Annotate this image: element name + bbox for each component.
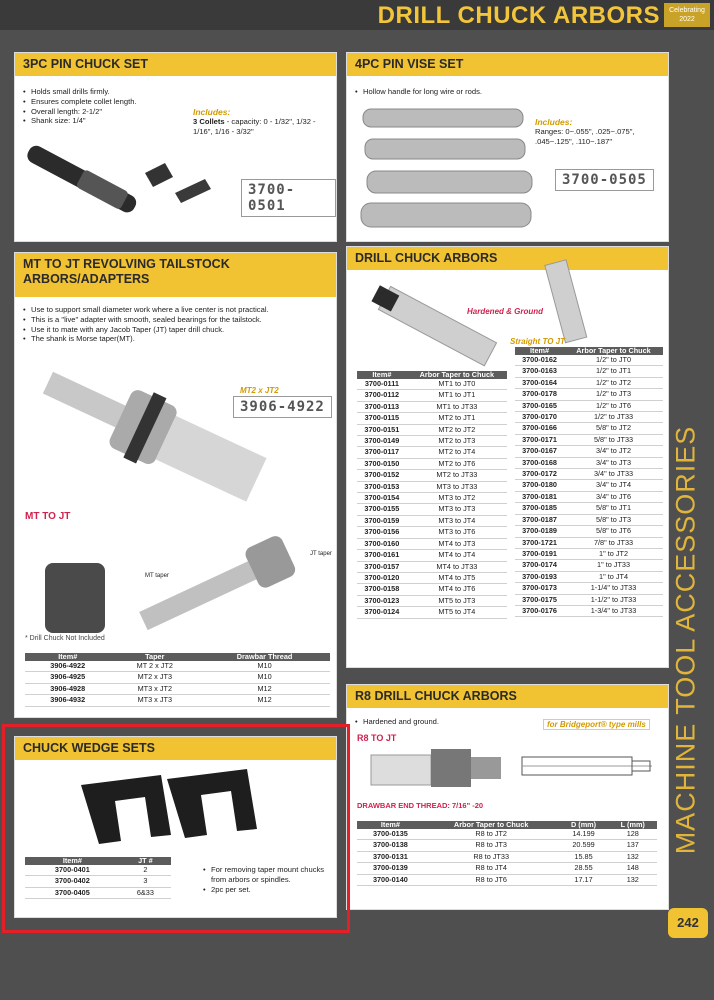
straight-to-jt-label: Straight TO JT: [510, 337, 565, 346]
cell: 3700-0180: [515, 480, 564, 491]
table-row: [515, 377, 663, 388]
straight-arbor-image: [537, 257, 597, 347]
table-row: [357, 527, 507, 538]
cell: R8 to JT2: [424, 829, 559, 840]
cell: 3700-0158: [357, 584, 407, 595]
table-row: [357, 481, 507, 492]
cell: MT2 to JT1: [407, 413, 507, 424]
tailstock-panel: [14, 252, 337, 718]
cell: 3700-0163: [515, 366, 564, 377]
cell: 3906-4922: [25, 661, 110, 672]
table-row: [357, 829, 657, 840]
bullet: • Ensures complete collet length.: [23, 97, 193, 107]
cell: 3700-0181: [515, 491, 564, 502]
pin-vise-bullets: [355, 87, 555, 97]
cell: 3700-0178: [515, 389, 564, 400]
cell: 3/4" to JT6: [564, 491, 663, 502]
cell: 3700-0164: [515, 377, 564, 388]
table-row: [357, 515, 507, 526]
cell: R8 to JT4: [424, 863, 559, 874]
cell: MT4 to JT3: [407, 538, 507, 549]
cell: 15.85: [559, 851, 609, 862]
cell: 20.599: [559, 840, 609, 851]
cell: 5/8" to JT2: [564, 423, 663, 434]
cell: 3700-0161: [357, 550, 407, 561]
cell: 3700-0185: [515, 503, 564, 514]
cell: MT4 to JT33: [407, 561, 507, 572]
col-item: Item#: [515, 347, 564, 355]
cell: M10: [199, 661, 330, 672]
table-row: [357, 436, 507, 447]
cell: 3700-0165: [515, 400, 564, 411]
table-row: [357, 379, 507, 390]
cell: 28.55: [559, 863, 609, 874]
cell: 3700-0112: [357, 390, 407, 401]
table-row: [515, 469, 663, 480]
bullet: • The shank is Morse taper(MT).: [23, 334, 329, 344]
cell: MT3 to JT3: [407, 504, 507, 515]
cell: 3700-0171: [515, 434, 564, 445]
cell: 3700-1721: [515, 537, 564, 548]
jt-taper-label: JT taper: [310, 551, 332, 557]
cell: 1/2" to JT3: [564, 389, 663, 400]
table-row: [515, 412, 663, 423]
table-row: [515, 457, 663, 468]
cell: 3906-4925: [25, 672, 110, 683]
pin-vise-image: [353, 103, 543, 238]
cell: 3700-0156: [357, 527, 407, 538]
cell: 3700-0153: [357, 481, 407, 492]
pin-chuck-part-number: 3700-0501: [241, 179, 336, 217]
wedge-title: CHUCK WEDGE SETS: [15, 737, 336, 760]
cell: MT2 x JT3: [110, 672, 199, 683]
cell: 3700-0138: [357, 840, 424, 851]
cell: 3700-0154: [357, 493, 407, 504]
includes-label: Includes:: [193, 107, 231, 117]
cell: 3700-0124: [357, 607, 407, 618]
table-row: [515, 366, 663, 377]
cell: MT4 to JT4: [407, 550, 507, 561]
arbors-panel: [346, 246, 669, 668]
cell: 1-1/2" to JT33: [564, 594, 663, 605]
table-row: [515, 389, 663, 400]
cell: 3700-0113: [357, 401, 407, 412]
cell: MT1 to JT0: [407, 379, 507, 390]
cell: 3700-0149: [357, 436, 407, 447]
hardened-ground-label: Hardened & Ground: [467, 307, 544, 316]
cell: 17.17: [559, 874, 609, 885]
r8-panel: [346, 684, 669, 910]
r8-table: [357, 821, 657, 886]
cell: 148: [609, 863, 657, 874]
cell: 3: [120, 876, 171, 887]
bullet: • Shank size: 1/4": [23, 116, 193, 126]
cell: 3700-0160: [357, 538, 407, 549]
highlight-box: [2, 724, 350, 933]
cell: 1/2" to JT2: [564, 377, 663, 388]
cell: MT3 x JT3: [110, 695, 199, 706]
cell: 6&33: [120, 887, 171, 898]
table-row: [357, 447, 507, 458]
cell: 3700-0111: [357, 379, 407, 390]
cell: 3906-4932: [25, 695, 110, 706]
cell: 1/2" to JT0: [564, 355, 663, 366]
pin-chuck-panel: [14, 52, 337, 242]
cell: 3700-0172: [515, 469, 564, 480]
table-row: [357, 504, 507, 515]
bullet: • This is a "live" adapter with smooth, sealed bearings for the tailstock.: [23, 315, 329, 325]
table-row: [357, 840, 657, 851]
page-header-title: DRILL CHUCK ARBORS: [377, 2, 660, 29]
cell: MT2 to JT3: [407, 436, 507, 447]
col-taper: Arbor Taper to Chuck: [407, 371, 507, 379]
arbors-left-body: [357, 379, 507, 618]
table-row: [515, 605, 663, 616]
table-row: [357, 851, 657, 862]
cell: 5/8" to JT6: [564, 526, 663, 537]
table-row: [515, 491, 663, 502]
cell: 1/2" to JT1: [564, 366, 663, 377]
arbors-left-table: [357, 371, 507, 619]
r8-bullets: [355, 717, 525, 727]
cell: M12: [199, 695, 330, 706]
table-row: [515, 514, 663, 525]
pin-vise-panel: [346, 52, 669, 242]
table-row: [357, 470, 507, 481]
cell: 3700-0131: [357, 851, 424, 862]
bullet: • Hollow handle for long wire or rods.: [355, 87, 555, 97]
cell: 1" to JT4: [564, 571, 663, 582]
r8-drawing: [512, 735, 662, 795]
cell: 3700-0140: [357, 874, 424, 885]
cell: 3700-0191: [515, 548, 564, 559]
cell: 3700-0117: [357, 447, 407, 458]
tailstock-part-number: 3906-4922: [233, 396, 332, 418]
table-header-row: [515, 347, 663, 355]
arbors-right-body: [515, 355, 663, 617]
cell: 3700-0405: [25, 887, 120, 898]
cell: 3700-0167: [515, 446, 564, 457]
cell: MT3 to JT33: [407, 481, 507, 492]
cell: 1" to JT33: [564, 560, 663, 571]
bullet: • Hardened and ground.: [355, 717, 525, 727]
col-item: Item#: [357, 371, 407, 379]
cell: 3700-0170: [515, 412, 564, 423]
cell: 3700-0150: [357, 458, 407, 469]
table-row: [515, 400, 663, 411]
col-item: Item#: [357, 821, 424, 829]
pin-chuck-title: 3PC PIN CHUCK SET: [15, 53, 336, 76]
cell: 132: [609, 851, 657, 862]
cell: MT4 to JT6: [407, 584, 507, 595]
table-row: [357, 561, 507, 572]
bullet: • 2pc per set.: [203, 885, 328, 895]
tailstock-title: MT TO JT REVOLVING TAILSTOCK ARBORS/ADAPTERS: [15, 253, 336, 297]
cell: 3700-0123: [357, 595, 407, 606]
cell: 3700-0176: [515, 605, 564, 616]
mt-to-jt-label: MT TO JT: [25, 511, 71, 522]
table-row: [25, 661, 330, 672]
cell: MT2 to JT4: [407, 447, 507, 458]
cell: 132: [609, 874, 657, 885]
table-header-row: [357, 821, 657, 829]
table-row: [515, 548, 663, 559]
cell: 3700-0193: [515, 571, 564, 582]
table-row: [357, 401, 507, 412]
table-row: [515, 571, 663, 582]
includes-detail: - capacity: 0 - 1/32", 1/32 - 1/16", 1/16 - 3/32": [193, 117, 316, 136]
cell: R8 to JT6: [424, 874, 559, 885]
cell: 3700-0401: [25, 865, 120, 876]
r8-body: [357, 829, 657, 886]
bridgeport-note: for Bridgeport® type mills: [543, 719, 650, 730]
table-row: [357, 572, 507, 583]
table-row: [515, 503, 663, 514]
table-row: [357, 607, 507, 618]
cell: 1-1/4" to JT33: [564, 583, 663, 594]
col-drawbar: Drawbar Thread: [199, 653, 330, 661]
cell: 128: [609, 829, 657, 840]
page-number: 242: [668, 908, 708, 938]
col-d: D (mm): [559, 821, 609, 829]
cell: 3700-0151: [357, 424, 407, 435]
table-row: [515, 560, 663, 571]
table-row: [25, 683, 330, 694]
r8-arbor-image: [357, 731, 507, 791]
cell: 3700-0135: [357, 829, 424, 840]
cell: MT5 to JT4: [407, 607, 507, 618]
cell: 3700-0187: [515, 514, 564, 525]
bullet: • For removing taper mount chucks from arbors or spindles.: [203, 865, 328, 885]
col-taper: Arbor Taper to Chuck: [424, 821, 559, 829]
table-row: [515, 594, 663, 605]
cell: 3/4" to JT4: [564, 480, 663, 491]
side-label: [666, 380, 706, 900]
cell: 3700-0162: [515, 355, 564, 366]
cell: 3700-0402: [25, 876, 120, 887]
cell: 3700-0155: [357, 504, 407, 515]
cell: MT2 to JT2: [407, 424, 507, 435]
cell: MT3 to JT4: [407, 515, 507, 526]
table-row: [357, 390, 507, 401]
table-row: [515, 537, 663, 548]
cell: 3700-0189: [515, 526, 564, 537]
table-row: [515, 446, 663, 457]
col-item: Item#: [25, 653, 110, 661]
cell: 3700-0175: [515, 594, 564, 605]
cell: MT4 to JT5: [407, 572, 507, 583]
table-row: [25, 672, 330, 683]
cell: 3700-0173: [515, 583, 564, 594]
bullet: • Overall length: 2-1/2": [23, 107, 193, 117]
table-row: [357, 493, 507, 504]
cell: MT1 to JT33: [407, 401, 507, 412]
includes-label: Includes:: [535, 117, 573, 127]
cell: 3/4" to JT33: [564, 469, 663, 480]
table-header-row: [25, 653, 330, 661]
cell: 14.199: [559, 829, 609, 840]
tailstock-bullets: [23, 305, 329, 344]
cell: 3700-0120: [357, 572, 407, 583]
table-row: [515, 434, 663, 445]
cell: M10: [199, 672, 330, 683]
cell: 3/4" to JT2: [564, 446, 663, 457]
cell: MT1 to JT1: [407, 390, 507, 401]
cell: MT2 to JT33: [407, 470, 507, 481]
cell: 1" to JT2: [564, 548, 663, 559]
tailstock-chuck-image: [25, 523, 335, 643]
tailstock-adapter-image: [35, 357, 275, 517]
cell: 1-3/4" to JT33: [564, 605, 663, 616]
r8-to-jt-label: R8 TO JT: [357, 733, 397, 743]
cell: MT2 to JT6: [407, 458, 507, 469]
table-row: [25, 695, 330, 706]
cell: 1/2" to JT33: [564, 412, 663, 423]
table-row: [357, 458, 507, 469]
bullet: • Use it to mate with any Jacob Taper (JT) taper drill chuck.: [23, 325, 329, 335]
includes-text: Ranges: 0~.055", .025~.075", .045~.125", .110~.187": [535, 127, 635, 146]
cell: M12: [199, 683, 330, 694]
pin-chuck-image: [25, 133, 235, 238]
cell: R8 to JT3: [424, 840, 559, 851]
cell: 5/8" to JT1: [564, 503, 663, 514]
cell: MT3 to JT6: [407, 527, 507, 538]
table-row: [357, 413, 507, 424]
col-l: L (mm): [609, 821, 657, 829]
cell: 2: [120, 865, 171, 876]
tailstock-table: [25, 653, 330, 707]
celebrating-logo: Celebrating 2022: [664, 3, 710, 27]
cell: 3700-0115: [357, 413, 407, 424]
cell: MT3 to JT2: [407, 493, 507, 504]
cell: 7/8" to JT33: [564, 537, 663, 548]
cell: MT 2 x JT2: [110, 661, 199, 672]
table-row: [515, 423, 663, 434]
table-row: [357, 584, 507, 595]
table-row: [515, 480, 663, 491]
pin-vise-part-number: 3700-0505: [555, 169, 654, 191]
table-row: [515, 526, 663, 537]
cell: 3906-4928: [25, 683, 110, 694]
cell: 5/8" to JT3: [564, 514, 663, 525]
drill-chuck-note: * Drill Chuck Not Included: [25, 635, 105, 642]
cell: 3700-0152: [357, 470, 407, 481]
col-jt: JT #: [120, 857, 171, 865]
col-item: Item#: [25, 857, 120, 865]
cell: 5/8" to JT33: [564, 434, 663, 445]
table-row: [357, 424, 507, 435]
col-taper: Arbor Taper to Chuck: [564, 347, 663, 355]
table-row: [515, 355, 663, 366]
drawbar-thread: DRAWBAR END THREAD: 7/16" -20: [357, 801, 484, 810]
bullet: • Use to support small diameter work where a live center is not practical.: [23, 305, 329, 315]
arbors-right-table: [515, 347, 663, 617]
includes-bold: 3 Collets: [193, 117, 225, 126]
bullet: • Holds small drills firmly.: [23, 87, 193, 97]
table-row: [357, 874, 657, 885]
cell: 3700-0174: [515, 560, 564, 571]
arbors-title: DRILL CHUCK ARBORS: [347, 247, 668, 270]
pin-vise-title: 4PC PIN VISE SET: [347, 53, 668, 76]
cell: 137: [609, 840, 657, 851]
table-row: [357, 550, 507, 561]
cell: 3700-0139: [357, 863, 424, 874]
mt-taper-label: MT taper: [145, 573, 169, 579]
table-header-row: [357, 371, 507, 379]
table-row: [515, 583, 663, 594]
cell: 3700-0157: [357, 561, 407, 572]
table-row: [357, 538, 507, 549]
cell: 3/4" to JT3: [564, 457, 663, 468]
cell: MT3 x JT2: [110, 683, 199, 694]
cell: 1/2" to JT6: [564, 400, 663, 411]
cell: MT5 to JT3: [407, 595, 507, 606]
cell: 3700-0168: [515, 457, 564, 468]
cell: R8 to JT33: [424, 851, 559, 862]
cell: 3700-0166: [515, 423, 564, 434]
cell: 3700-0159: [357, 515, 407, 526]
col-taper: Taper: [110, 653, 199, 661]
r8-title: R8 DRILL CHUCK ARBORS: [347, 685, 668, 708]
side-label-text: MACHINE TOOL ACCESSORIES: [670, 425, 701, 855]
table-row: [357, 595, 507, 606]
table-row: [357, 863, 657, 874]
pin-chuck-bullets: [23, 87, 193, 126]
tailstock-callout: MT2 x JT2: [240, 386, 279, 395]
